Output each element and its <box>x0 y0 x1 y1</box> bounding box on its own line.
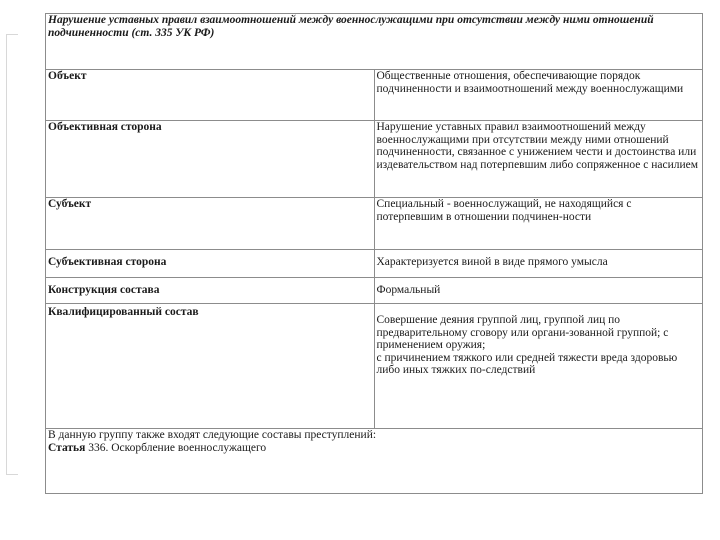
decorative-bracket-top <box>6 34 18 35</box>
footer-line-1: В данную группу также входят следующие составы преступлений: <box>48 429 377 441</box>
label-subject: Субъект <box>46 198 375 250</box>
decorative-bracket-line <box>6 34 7 474</box>
value-qualified <box>374 304 703 429</box>
article-word: Статья <box>48 441 86 454</box>
label-subjective-side: Субъективная сторона <box>46 250 375 278</box>
value-construction: Формальный <box>374 278 703 304</box>
value-object: Общественные отношения, обеспечивающие порядок подчиненности и взаимоотношений между военнослужащими <box>374 70 703 121</box>
label-objective-side: Объективная сторона <box>46 121 375 198</box>
footer-row <box>46 429 703 494</box>
row-subjective-side <box>46 250 703 278</box>
title-row <box>46 14 703 70</box>
label-qualified: Квалифицированный состав <box>46 304 375 429</box>
value-objective-side: Нарушение уставных правил взаимоотношений между военнослужащими при отсутствии между ними отношений подчиненности, связанное с унижением чести и достоинства или издевательством над потерпевшим либо сопряженное с насилием <box>374 121 703 198</box>
crime-composition-table <box>45 13 703 494</box>
decorative-bracket-bottom <box>6 474 18 475</box>
label-construction: Конструкция состава <box>46 278 375 304</box>
footer-line-2 <box>48 442 700 455</box>
qualified-line-2: с причинением тяжкого или средней тяжести вреда здоровью либо иных тяжких по-следствий <box>376 351 678 376</box>
qualified-line-1: Совершение деяния группой лиц, группой лиц по предварительному сговору или органи-зованной группой; с применением оружия; <box>376 314 669 351</box>
footer-cell <box>46 429 703 494</box>
table-title: Нарушение уставных правил взаимоотношений между военнослужащими при отсутствии между ними отношений подчиненности (ст. 335 УК РФ) <box>46 14 703 70</box>
row-qualified <box>46 304 703 429</box>
value-subject: Специальный - военнослужащий, не находящийся с потерпевшим в отношении подчинен-ности <box>374 198 703 250</box>
row-object <box>46 70 703 121</box>
row-subject <box>46 198 703 250</box>
row-objective-side <box>46 121 703 198</box>
value-subjective-side: Характеризуется виной в виде прямого умысла <box>374 250 703 278</box>
row-construction <box>46 278 703 304</box>
article-text: 336. Оскорбление военнослужащего <box>85 441 267 454</box>
label-object: Объект <box>46 70 375 121</box>
